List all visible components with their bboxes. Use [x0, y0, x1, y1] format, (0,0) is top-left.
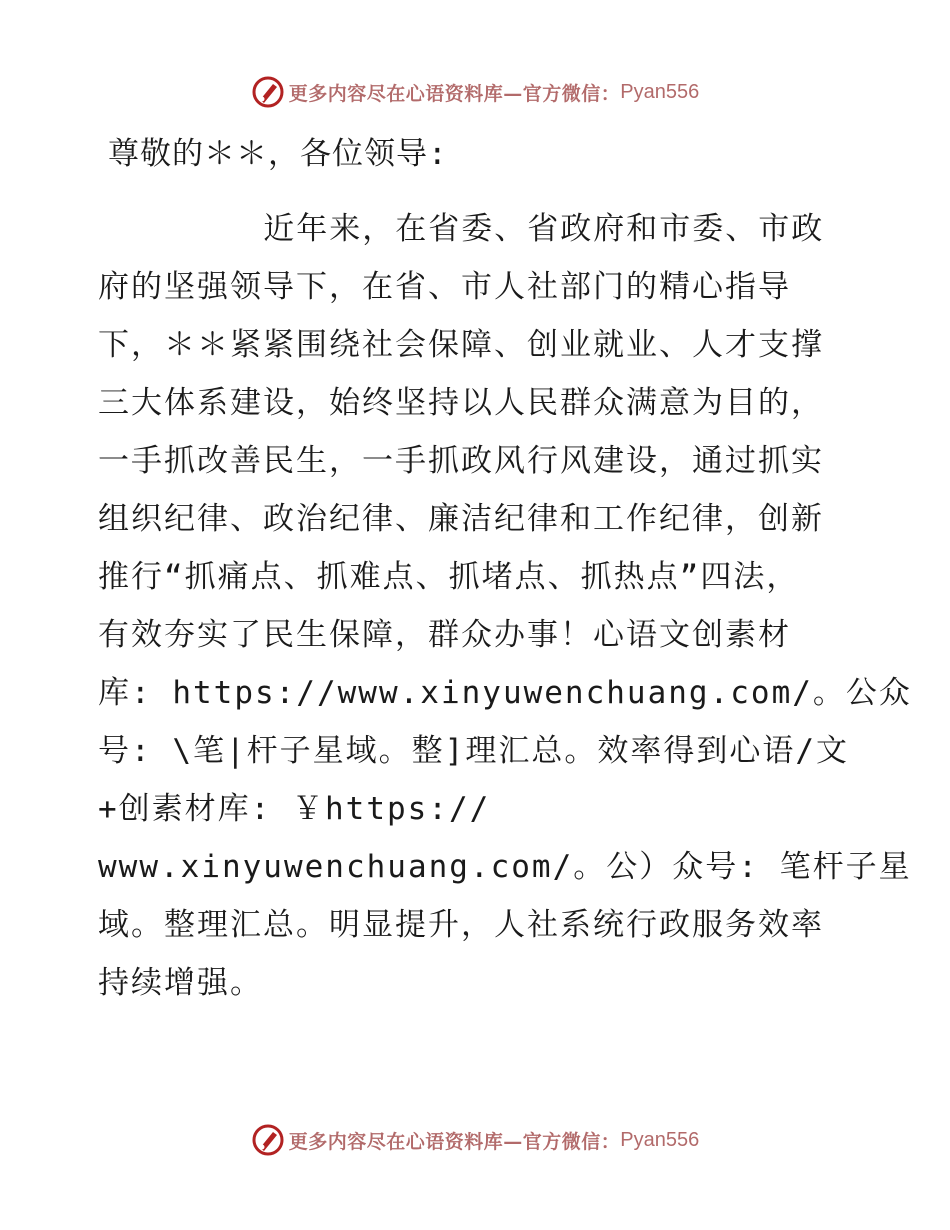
pen-logo-icon: [251, 1123, 285, 1157]
paragraph-line: 库: https://www.xinyuwenchuang.com/。公众: [98, 675, 912, 711]
header-banner-text: 更多内容尽在心语资料库—官方微信：: [288, 82, 621, 105]
paragraph-line: 下，＊＊紧紧围绕社会保障、创业就业、人才支撑: [98, 327, 824, 363]
footer-banner-text: 更多内容尽在心语资料库—官方微信：: [288, 1130, 621, 1153]
paragraph-line: 有效夯实了民生保障，群众办事！心语文创素材: [98, 617, 791, 653]
paragraph-line: 府的坚强领导下，在省、市人社部门的精心指导: [98, 269, 791, 305]
header-banner: [0, 72, 950, 112]
paragraph-line: 组织纪律、政治纪律、廉洁纪律和工作纪律，创新: [98, 501, 824, 537]
greeting: 尊敬的＊＊，各位领导:: [108, 136, 448, 172]
paragraph-line: 域。整理汇总。明显提升，人社系统行政服务效率: [98, 907, 824, 943]
paragraph-line: +创素材库: ￥https://: [98, 791, 491, 827]
paragraph-line: 近年来，在省委、省政府和市委、市政: [98, 211, 825, 247]
paragraph-line: 号: \笔|杆子星域。整]理汇总。效率得到心语/文: [98, 733, 849, 769]
paragraph-line: 三大体系建设，始终坚持以人民群众满意为目的，: [98, 385, 824, 421]
paragraph-line: www.xinyuwenchuang.com/。公）众号: 笔杆子星: [98, 849, 912, 885]
paragraph-line: 一手抓改善民生，一手抓政风行风建设，通过抓实: [98, 443, 824, 479]
paragraph-line: 持续增强。: [98, 965, 263, 1001]
paragraph-line: 推行“抓痛点、抓难点、抓堵点、抓热点”四法，: [98, 559, 800, 595]
footer-banner-handle: Pyan556: [620, 1128, 700, 1151]
footer-banner: [0, 1120, 950, 1160]
pen-logo-icon: [251, 75, 285, 109]
header-banner-handle: Pyan556: [620, 80, 700, 103]
